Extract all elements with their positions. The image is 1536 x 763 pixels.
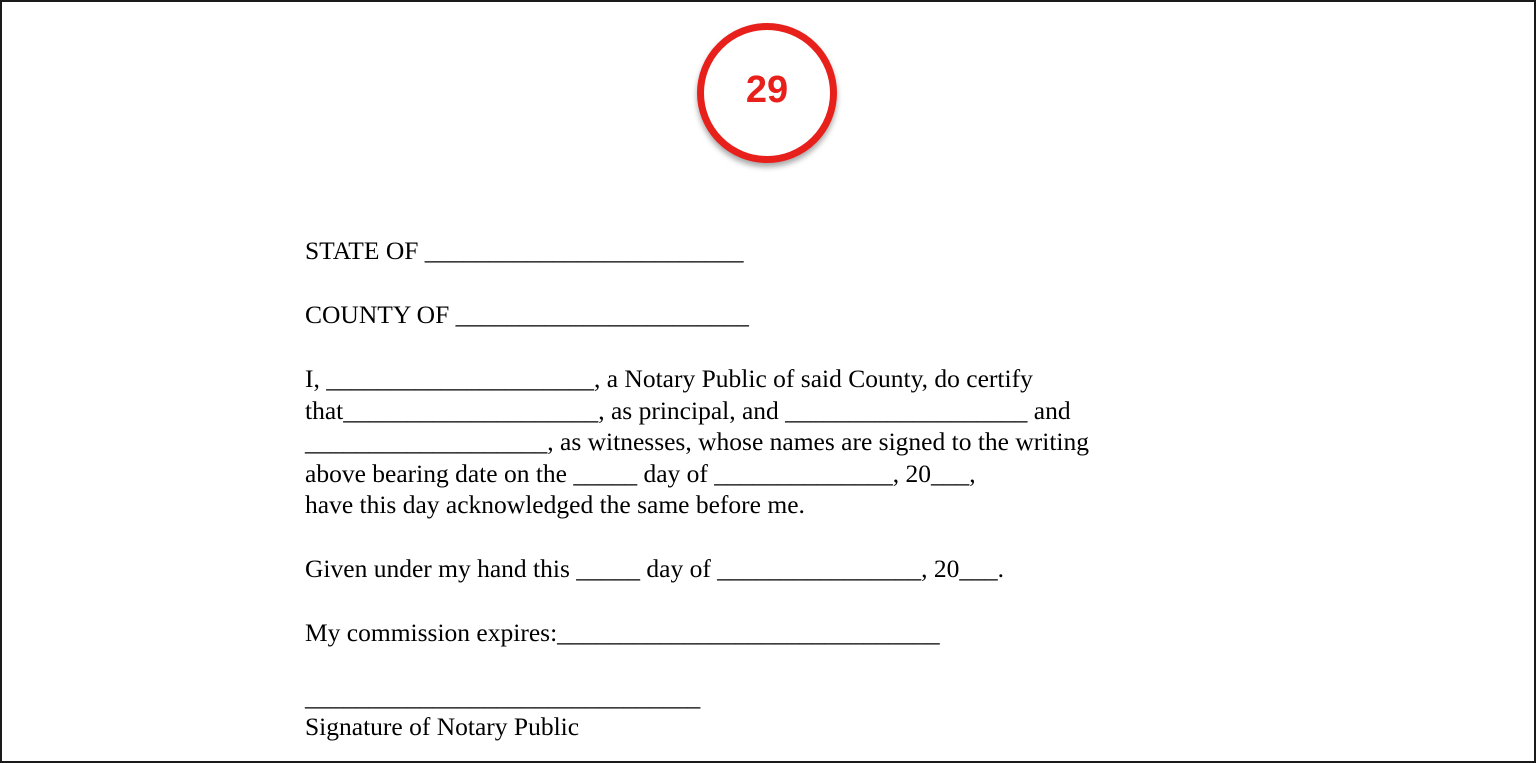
signature-label: Signature of Notary Public [305,712,580,741]
signature-blank-line: _______________________________ [305,682,701,711]
county-of-line: COUNTY OF _______________________ [305,300,749,329]
commission-expires-line: My commission expires:______________________________ [305,618,940,647]
certify-line-5: have this day acknowledged the same before me. [305,490,805,519]
certify-line-1: I, _____________________, a Notary Public of said County, do certify [305,364,1033,393]
given-under-hand-line: Given under my hand this _____ day of ________________, 20___. [305,554,1005,583]
certify-line-4: above bearing date on the _____ day of ______________, 20___, [305,459,976,488]
certify-line-3: ___________________, as witnesses, whose names are signed to the writing [305,427,1090,456]
state-of-line: STATE OF _________________________ [305,236,744,265]
step-number-badge [697,23,837,163]
step-number: 29 [745,68,789,111]
certify-line-2: that____________________, as principal, and ___________________ and [305,396,1071,425]
